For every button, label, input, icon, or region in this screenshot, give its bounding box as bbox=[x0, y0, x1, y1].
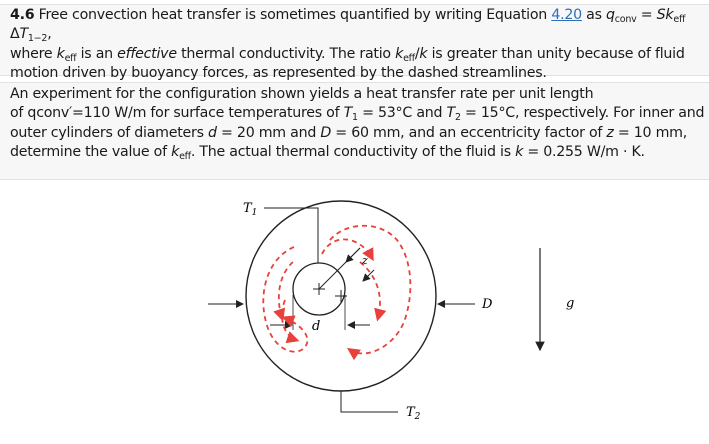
eccentricity-arrow-1 bbox=[346, 248, 360, 262]
streamline-left-lower bbox=[282, 300, 296, 340]
streamline-right-inner bbox=[360, 262, 380, 318]
label-g: g bbox=[566, 296, 575, 311]
streamlines bbox=[263, 226, 410, 354]
label-t1: $T_1$ bbox=[243, 201, 258, 218]
label-d: d bbox=[312, 319, 321, 334]
label-z: z bbox=[362, 254, 368, 267]
problem-number: 4.6 bbox=[10, 7, 35, 23]
t2-leader-line bbox=[341, 391, 398, 412]
problem-statement: 4.6 Free convection heat transfer is sometimes quantified by writing Equation 4.20 as $q_{conv} = Sk_{eff}$ $\Delta T_{1-2}$, where $k_{eff}$ is an effective thermal conductivity. The ratio $k_{eff}/k$ is greater than unity because of fluid motion driven by buoyancy forces, as represented by the dashed streamlines. bbox=[10, 7, 686, 82]
streamline-top bbox=[330, 226, 410, 354]
streamline-left-inner bbox=[279, 262, 293, 318]
label-t2: $T_2$ bbox=[406, 405, 421, 422]
equation-link[interactable]: 4.20 bbox=[551, 7, 582, 23]
t1-leader-line bbox=[264, 208, 318, 263]
experiment-description: An experiment for the configuration shown yields a heat transfer rate per unit length of qconv′=110 W/m for surface temperatures of $T_1 = 53^\circ C$ and $T_2 = 15^\circ C$, respectively. For inner and outer cylinders of diameters d = 20 mm and D = 60 mm, and an eccentricity factor of z = 10 mm, determine the value of $k_{eff}$. The actual thermal conductivity of the fluid is k = 0.255 W/m · K. bbox=[10, 86, 705, 163]
label-D: D bbox=[482, 297, 493, 312]
streamline-left-outer bbox=[263, 247, 307, 352]
